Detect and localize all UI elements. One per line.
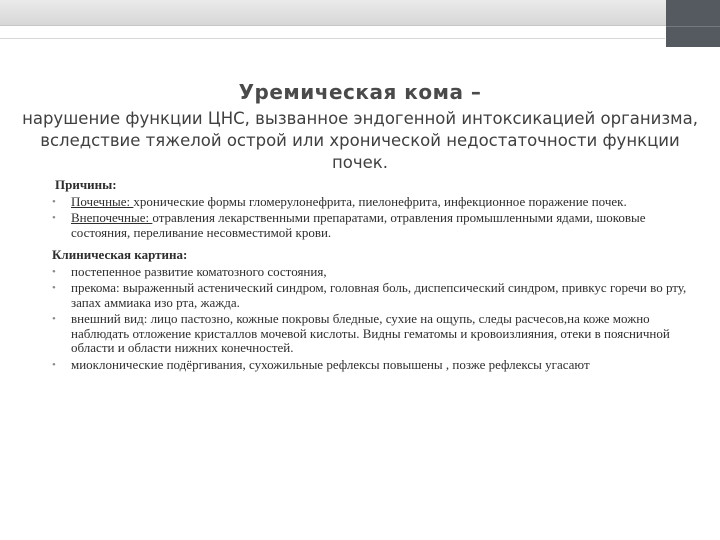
cause-item-extrarenal	[52, 211, 692, 240]
cause-text: хронические формы гломерулонефрита, пиелонефрита, инфекционное поражение почек.	[133, 193, 627, 209]
clinical-text: постепенное развитие коматозного состояния,	[71, 263, 327, 279]
cause-item-renal	[52, 195, 692, 210]
clinical-item	[52, 312, 692, 356]
top-decor-rule	[0, 25, 720, 26]
decor-thin-line	[0, 38, 665, 39]
slide-title: Уремическая кома –	[238, 80, 482, 104]
clinical-text: миоклонические подёргивания, сухожильные рефлексы повышены , позже рефлексы угасают	[71, 356, 590, 372]
bullet-icon: •	[52, 212, 56, 224]
causes-list	[52, 195, 692, 241]
clinical-text: прекома: выраженный астенический синдром, головная боль, диспепсический синдром, привкус горечи во рту, запах аммиака изо рта, жажда.	[71, 280, 687, 310]
bullet-icon: •	[52, 195, 56, 208]
cause-label: Почечные:	[71, 193, 134, 209]
title-block	[20, 78, 700, 174]
slide-subtitle: нарушение функции ЦНС, вызванное эндогенной интоксикацией организма, вследствие тяжелой острой или хронической недостаточности функции почек.	[22, 109, 698, 172]
clinical-text: внешний вид: лицо пастозно, кожные покровы бледные, сухие на ощупь, следы расчесов,на коже можно наблюдать отложение кристаллов мочевой кислоты. Видны гематомы и кровоизлияния, отеки в поясничной области и области нижних конечностей.	[71, 311, 670, 355]
clinical-item	[52, 358, 692, 373]
corner-accent-block	[666, 0, 720, 47]
clinical-heading: Клиническая картина:	[52, 247, 188, 262]
bullet-icon: •	[52, 358, 56, 371]
clinical-item	[52, 281, 692, 310]
causes-heading: Причины:	[55, 177, 117, 192]
bullet-icon: •	[52, 282, 56, 294]
bullet-icon: •	[52, 265, 56, 278]
top-decor-bar	[0, 0, 720, 26]
slide-body	[52, 178, 692, 372]
cause-label: Внепочечные:	[71, 210, 153, 225]
bullet-icon: •	[52, 313, 56, 325]
clinical-item	[52, 265, 692, 280]
clinical-list	[52, 265, 692, 373]
cause-text: отравления лекарственными препаратами, отравления промышленными ядами, шоковые состояния, переливание несовместимой крови.	[71, 210, 646, 240]
